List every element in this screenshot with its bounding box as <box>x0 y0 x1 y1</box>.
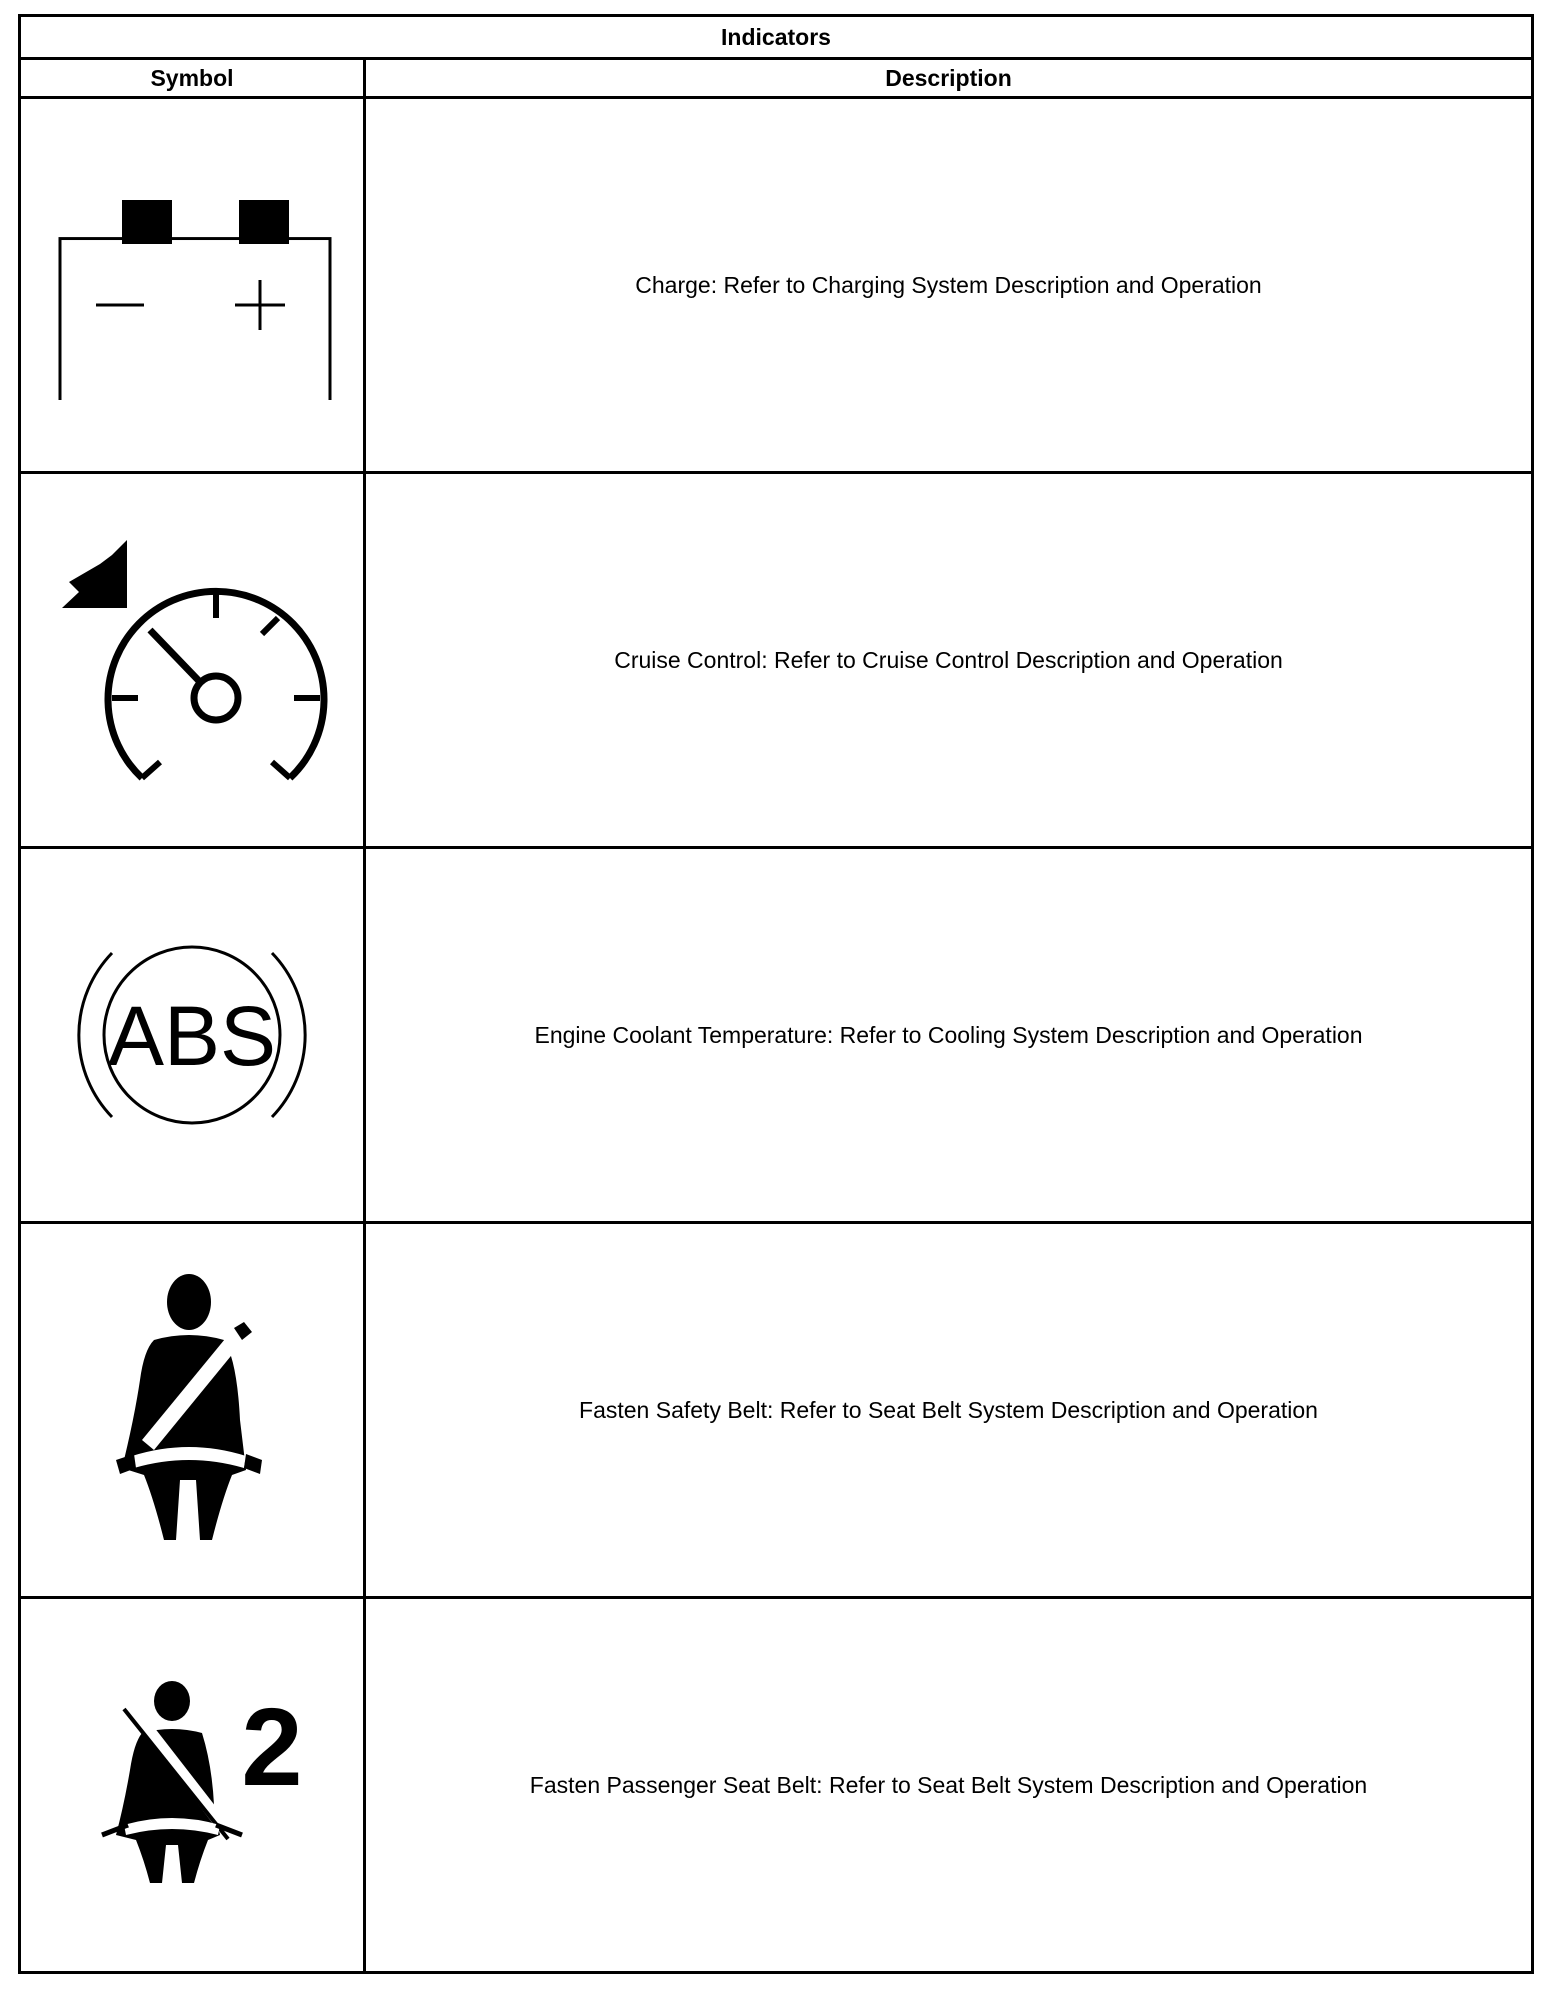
table-row <box>20 1223 1533 1598</box>
symbol-cell <box>20 1223 365 1598</box>
indicators-table <box>18 14 1534 1974</box>
description-cell: Fasten Safety Belt: Refer to Seat Belt System Description and Operation <box>365 1223 1533 1598</box>
passenger-number-label: 2 <box>241 1686 303 1809</box>
battery-charge-icon <box>52 170 332 400</box>
table-row <box>20 1598 1533 1973</box>
description-cell: Charge: Refer to Charging System Description and Operation <box>365 98 1533 473</box>
table-title: Indicators <box>20 16 1533 59</box>
abs-icon <box>62 935 322 1135</box>
cruise-control-icon <box>42 530 342 790</box>
symbol-cell <box>20 473 365 848</box>
seat-belt-icon <box>92 1270 292 1550</box>
description-column-header: Description <box>365 59 1533 98</box>
table-row <box>20 473 1533 848</box>
description-cell: Cruise Control: Refer to Cruise Control Description and Operation <box>365 473 1533 848</box>
passenger-seat-belt-icon <box>72 1675 312 1895</box>
abs-icon-label: ABS <box>107 989 277 1083</box>
description-cell: Fasten Passenger Seat Belt: Refer to Seat Belt System Description and Operation <box>365 1598 1533 1973</box>
table-row <box>20 98 1533 473</box>
description-cell: Engine Coolant Temperature: Refer to Cooling System Description and Operation <box>365 848 1533 1223</box>
table-row <box>20 848 1533 1223</box>
symbol-column-header: Symbol <box>20 59 365 98</box>
symbol-cell <box>20 1598 365 1973</box>
symbol-cell <box>20 848 365 1223</box>
symbol-cell <box>20 98 365 473</box>
